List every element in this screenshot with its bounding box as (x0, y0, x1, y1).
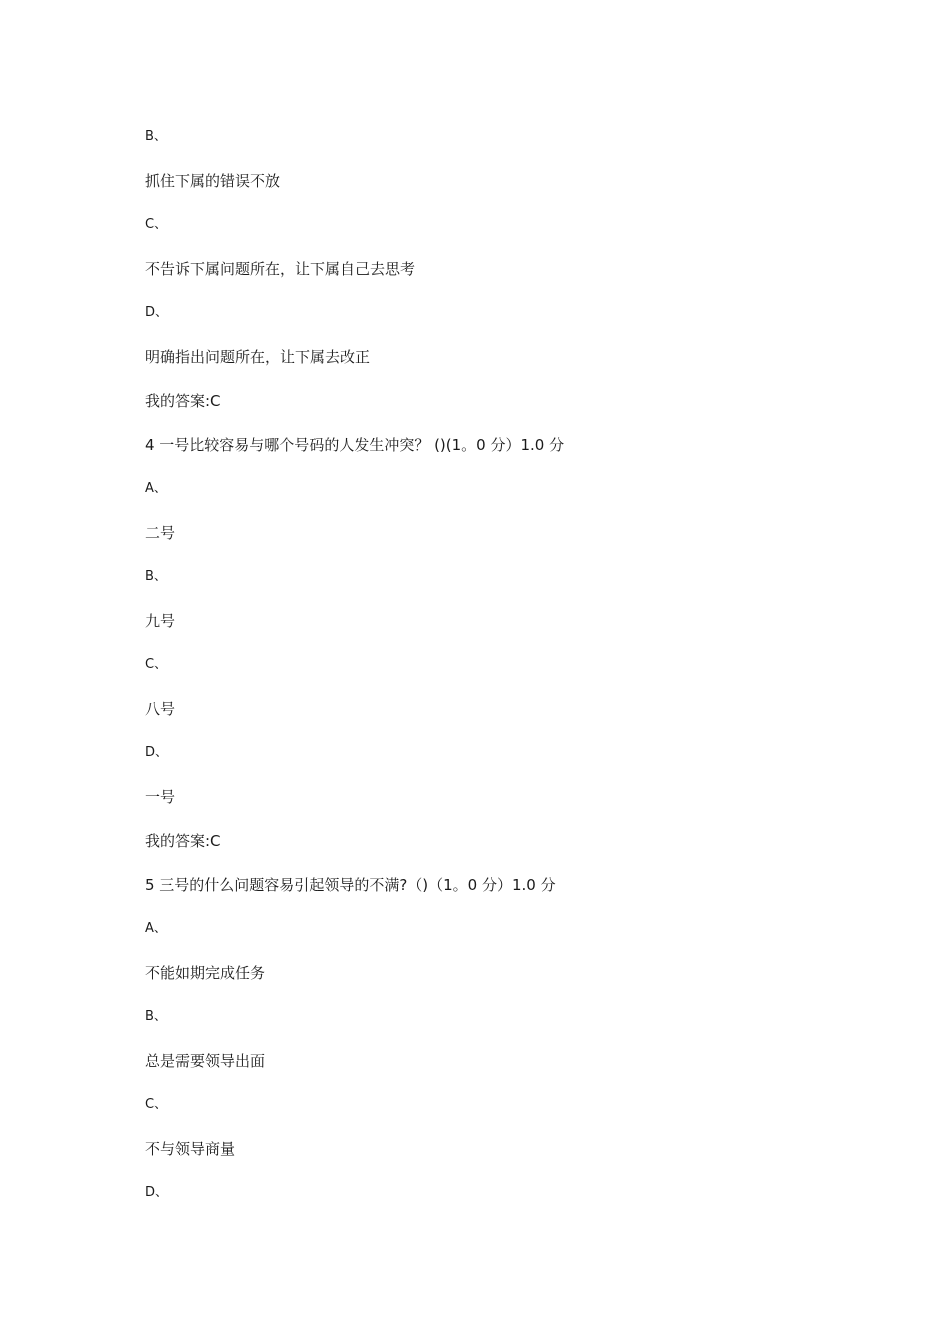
q5-option-c-text: 不与领导商量 (145, 1140, 236, 1158)
q5-option-d-label: D、 (145, 1185, 169, 1200)
q4-option-c-label: C、 (145, 657, 168, 672)
option-c-text: 不告诉下属问题所在，让下属自己去思考 (145, 260, 416, 278)
q5-option-b-label: B、 (145, 1009, 167, 1024)
option-d-text: 明确指出问题所在，让下属去改正 (145, 348, 371, 366)
q4-option-d-label: D、 (145, 745, 169, 760)
q4-option-a-text: 二号 (145, 524, 176, 542)
option-b-text: 抓住下属的错误不放 (145, 172, 281, 190)
q4-option-b-text: 九号 (145, 612, 176, 630)
q5-option-c-label: C、 (145, 1097, 168, 1112)
option-d-label: D、 (145, 305, 169, 320)
q4-option-c-text: 八号 (145, 700, 176, 718)
question-5: 5 三号的什么问题容易引起领导的不满?（)（1。0 分）1.0 分 (145, 876, 556, 894)
option-c-label: C、 (145, 217, 168, 232)
my-answer: 我的答案:C (145, 392, 221, 410)
question-4: 4 一号比较容易与哪个号码的人发生冲突？ ()(1。0 分）1.0 分 (145, 436, 565, 454)
q5-option-a-text: 不能如期完成任务 (145, 964, 266, 982)
q4-option-b-label: B、 (145, 569, 167, 584)
q4-my-answer: 我的答案:C (145, 832, 221, 850)
q4-option-d-text: 一号 (145, 788, 176, 806)
q5-option-b-text: 总是需要领导出面 (145, 1052, 266, 1070)
option-b-label: B、 (145, 129, 167, 144)
q4-option-a-label: A、 (145, 481, 167, 496)
q5-option-a-label: A、 (145, 921, 167, 936)
